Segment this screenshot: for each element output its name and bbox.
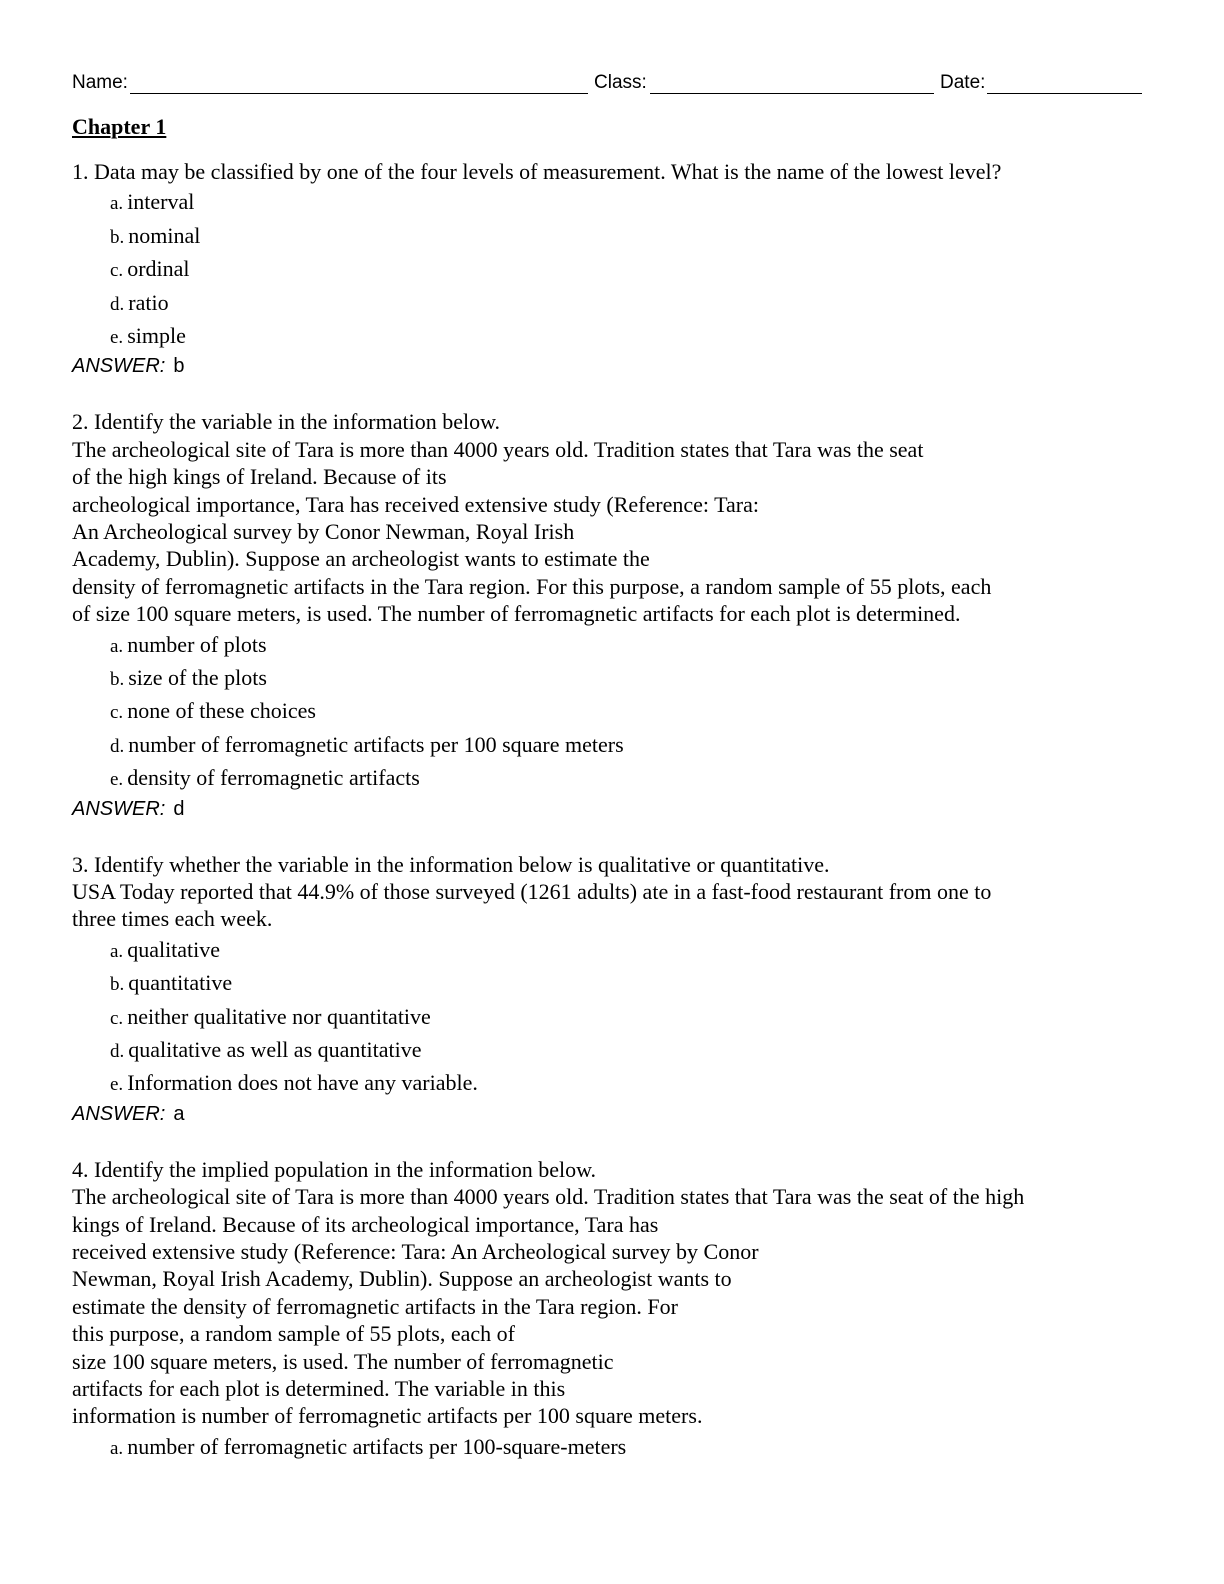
answer-option[interactable]	[110, 286, 1162, 319]
question-text-line	[72, 436, 1162, 463]
option-letter: b.	[110, 974, 125, 996]
question-text	[72, 851, 1162, 933]
question-4	[72, 1156, 1162, 1463]
answer-line	[72, 1100, 1162, 1128]
class-blank-line	[650, 93, 934, 94]
option-text: quantitative	[128, 970, 233, 996]
question-line-text: The archeological site of Tara is more than 4000 years old. Tradition states that Tara was the seat	[72, 436, 924, 462]
question-text-line	[72, 518, 1162, 545]
option-text: ordinal	[127, 256, 190, 282]
question-1	[72, 158, 1162, 380]
answer-option[interactable]	[110, 319, 1162, 352]
question-text-line	[72, 1183, 1162, 1210]
option-letter: d.	[110, 1040, 125, 1062]
option-letter: c.	[110, 1007, 124, 1029]
option-text: neither qualitative nor quantitative	[127, 1003, 431, 1029]
question-text-line	[72, 851, 1162, 878]
answer-line	[72, 352, 1162, 380]
answer-option[interactable]	[110, 1066, 1162, 1099]
answer-options	[72, 628, 1162, 795]
answer-label: ANSWER:	[72, 797, 166, 820]
question-text-line	[72, 1156, 1162, 1183]
question-text-line	[72, 545, 1162, 572]
question-text	[72, 1156, 1162, 1430]
question-2	[72, 408, 1162, 822]
question-text-line	[72, 408, 1162, 435]
header-fields	[72, 72, 1142, 98]
question-line-text: received extensive study (Reference: Tara: An Archeological survey by Conor	[72, 1238, 759, 1264]
option-letter: a.	[110, 193, 124, 215]
question-line-text: archeological importance, Tara has received extensive study (Reference: Tara:	[72, 491, 759, 517]
option-text: ratio	[128, 289, 169, 315]
question-line-text: USA Today reported that 44.9% of those surveyed (1261 adults) ate in a fast-food restaurant from one to	[72, 878, 992, 904]
option-letter: a.	[110, 635, 124, 657]
question-line-text: three times each week.	[72, 906, 273, 932]
answer-line	[72, 795, 1162, 823]
class-label: Class:	[594, 72, 647, 93]
question-line-text: Academy, Dublin). Suppose an archeologist wants to estimate the	[72, 546, 650, 572]
question-number: 1.	[72, 159, 89, 184]
option-text: density of ferromagnetic artifacts	[127, 765, 420, 791]
option-letter: e.	[110, 326, 124, 348]
answer-option[interactable]	[110, 628, 1162, 661]
question-line-text: kings of Ireland. Because of its archeological importance, Tara has	[72, 1211, 659, 1237]
question-3	[72, 851, 1162, 1128]
name-blank-line	[130, 93, 588, 94]
answer-option[interactable]	[110, 1033, 1162, 1066]
date-label: Date:	[940, 72, 986, 93]
option-text: number of plots	[127, 631, 267, 657]
option-letter: e.	[110, 1074, 124, 1096]
option-letter: b.	[110, 669, 125, 690]
option-text: simple	[127, 322, 186, 348]
question-line-text: this purpose, a random sample of 55 plots, each of	[72, 1321, 515, 1347]
chapter-title: Chapter 1	[72, 114, 167, 139]
option-letter: d.	[110, 293, 125, 315]
answer-options	[72, 185, 1162, 352]
option-letter: a.	[110, 1437, 124, 1459]
question-list	[72, 158, 1162, 1463]
option-text: none of these choices	[127, 698, 316, 724]
question-text-line	[72, 491, 1162, 518]
option-letter: a.	[110, 940, 124, 962]
answer-label: ANSWER:	[72, 355, 166, 378]
question-line-text: size 100 square meters, is used. The number of ferromagnetic	[72, 1348, 614, 1374]
option-text: number of ferromagnetic artifacts per 100-square-meters	[127, 1433, 627, 1459]
question-text-line	[72, 158, 1162, 185]
answer-option[interactable]	[110, 219, 1162, 252]
answer-option[interactable]	[110, 728, 1162, 761]
question-text-line	[72, 1211, 1162, 1238]
answer-option[interactable]	[110, 185, 1162, 218]
answer-options	[72, 1430, 1162, 1463]
option-letter: c.	[110, 702, 124, 724]
question-text-line	[72, 1375, 1162, 1402]
option-text: interval	[127, 189, 195, 215]
question-line-text: Data may be classified by one of the four levels of measurement. What is the name of the lowest level?	[94, 159, 1002, 184]
question-text-line	[72, 1348, 1162, 1375]
question-line-text: artifacts for each plot is determined. The variable in this	[72, 1375, 566, 1401]
question-text-line	[72, 463, 1162, 490]
question-text-line	[72, 878, 1162, 905]
option-letter: e.	[110, 769, 124, 791]
question-text	[72, 158, 1162, 185]
question-number: 2.	[72, 409, 89, 435]
question-line-text: of the high kings of Ireland. Because of its	[72, 464, 447, 490]
answer-option[interactable]	[110, 1430, 1162, 1463]
question-text-line	[72, 600, 1162, 627]
question-line-text: The archeological site of Tara is more than 4000 years old. Tradition states that Tara was the seat of the high	[72, 1184, 1025, 1210]
option-text: qualitative	[127, 936, 221, 962]
option-text: qualitative as well as quantitative	[128, 1036, 422, 1062]
answer-options	[72, 933, 1162, 1100]
answer-label: ANSWER:	[72, 1102, 166, 1125]
date-blank-line	[987, 93, 1142, 94]
question-text-line	[72, 1293, 1162, 1320]
answer-option[interactable]	[110, 252, 1162, 285]
question-line-text: Identify the implied population in the information below.	[94, 1156, 597, 1182]
question-line-text: An Archeological survey by Conor Newman, Royal Irish	[72, 518, 575, 544]
question-number: 4.	[72, 1156, 89, 1182]
answer-option[interactable]	[110, 1000, 1162, 1033]
option-letter: b.	[110, 226, 125, 248]
question-line-text: information is number of ferromagnetic artifacts per 100 square meters.	[72, 1403, 703, 1429]
name-label: Name:	[72, 72, 128, 93]
answer-option[interactable]	[110, 694, 1162, 727]
option-letter: c.	[110, 260, 124, 282]
option-text: size of the plots	[128, 665, 267, 690]
option-text: nominal	[128, 222, 201, 248]
option-text: number of ferromagnetic artifacts per 100 square meters	[128, 731, 624, 757]
question-line-text: estimate the density of ferromagnetic artifacts in the Tara region. For	[72, 1293, 678, 1319]
answer-option[interactable]	[110, 761, 1162, 794]
question-line-text: Identify whether the variable in the information below is qualitative or quantitative.	[94, 851, 830, 877]
question-text-line	[72, 1402, 1162, 1429]
question-text-line	[72, 905, 1162, 932]
question-line-text: density of ferromagnetic artifacts in the Tara region. For this purpose, a random sample of 55 plots, each	[72, 573, 992, 599]
answer-value: a	[173, 1102, 185, 1125]
answer-value: b	[173, 355, 185, 378]
option-text: Information does not have any variable.	[127, 1070, 478, 1096]
answer-option[interactable]	[110, 933, 1162, 966]
question-line-text: Identify the variable in the information below.	[94, 409, 501, 435]
question-text-line	[72, 573, 1162, 600]
question-text-line	[72, 1238, 1162, 1265]
question-text-line	[72, 1265, 1162, 1292]
question-text	[72, 408, 1162, 627]
question-number: 3.	[72, 851, 89, 877]
question-line-text: Newman, Royal Irish Academy, Dublin). Suppose an archeologist wants to	[72, 1266, 732, 1292]
question-text-line	[72, 1320, 1162, 1347]
question-line-text: of size 100 square meters, is used. The number of ferromagnetic artifacts for each plot is determined.	[72, 601, 961, 627]
answer-value: d	[173, 797, 185, 820]
option-letter: d.	[110, 735, 125, 757]
answer-option[interactable]	[110, 661, 1162, 694]
answer-option[interactable]	[110, 966, 1162, 999]
